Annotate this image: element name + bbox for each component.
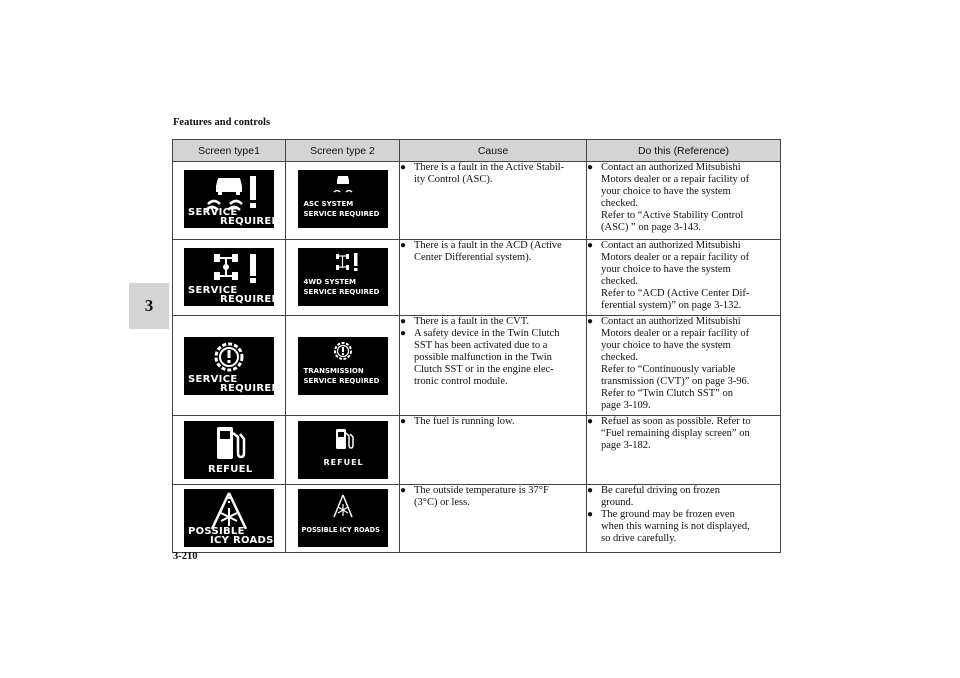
bullet-text: Contact an authorized Mitsubishi Motors dealer or a repair facility of your choice to have the system checked. Refer to “Active Stability Control (ASC) ” on page 3-143. <box>601 162 750 233</box>
bullet-text: Contact an authorized Mitsubishi Motors dealer or a repair facility of your choice to have the system checked. Refer to “Continuously variable transmission (CVT)” on page 3-96. Refer to “Twin Clutch SST” on page 3-109. <box>601 316 750 411</box>
screen-type1-display <box>184 248 281 306</box>
4wd-warning-icon <box>298 248 388 306</box>
screen-line1: TRANSMISSION <box>303 367 364 375</box>
screen-line2: ICY ROADS <box>210 535 274 546</box>
table-row <box>173 162 781 240</box>
bullet-text: The fuel is running low. <box>414 416 515 427</box>
screen-line1: 4WD SYSTEM <box>303 278 357 286</box>
bullet-icon: ● <box>587 485 594 496</box>
table-header-row <box>173 140 781 162</box>
screen-line2: SERVICE REQUIRED <box>303 288 380 296</box>
bullet-icon: ● <box>400 240 407 251</box>
bullet-text: The outside temperature is 37°F (3°C) or less. <box>414 485 549 508</box>
bullet-item <box>587 240 780 312</box>
bullet-icon: ● <box>587 316 594 327</box>
screen-line2: REQUIRED <box>220 216 281 227</box>
bullet-item <box>587 416 780 452</box>
warning-table <box>172 139 781 553</box>
bullet-item <box>587 316 780 412</box>
column-header: Screen type1 <box>173 140 286 162</box>
header-title: Features and controls <box>173 117 271 128</box>
bullet-icon: ● <box>400 328 407 339</box>
bullet-text: A safety device in the Twin Clutch SST has been activated due to a possible malfunction in the Twin Clutch SST or in the engine elec- tronic control module. <box>414 328 560 387</box>
screen-type2-display <box>298 248 388 306</box>
bullet-icon: ● <box>400 485 407 496</box>
transmission-warning-icon <box>298 337 388 395</box>
screen-line1: REFUEL <box>323 458 364 467</box>
column-header: Cause <box>400 140 587 162</box>
column-header: Do this (Reference) <box>587 140 781 162</box>
bullet-item <box>400 162 586 186</box>
bullet-item <box>400 328 586 388</box>
action-cell <box>587 162 781 240</box>
screen-line1: ASC SYSTEM <box>303 200 354 208</box>
bullet-icon: ● <box>587 509 594 520</box>
bullet-text: There is a fault in the CVT. <box>414 316 529 327</box>
bullet-icon: ● <box>400 162 407 173</box>
screen-line2: REQUIRED <box>220 294 281 305</box>
action-cell <box>587 240 781 316</box>
bullet-icon: ● <box>587 416 594 427</box>
screen-type2-display <box>298 489 388 547</box>
bullet-item <box>400 416 586 428</box>
screen-type1-display <box>184 421 274 479</box>
bullet-item <box>400 316 586 328</box>
screen-line1: SERVICE <box>188 285 238 296</box>
page-number: 3-210 <box>173 551 198 562</box>
bullet-text: The ground may be frozen even when this warning is not displayed, so drive carefully. <box>601 509 750 544</box>
bullet-icon: ● <box>587 240 594 251</box>
screen-type1-display <box>184 337 281 395</box>
screen-line2: REQUIRED <box>220 383 281 394</box>
screen-line2: SERVICE REQUIRED <box>303 377 380 385</box>
table-row <box>173 416 781 485</box>
icy-road-icon <box>298 489 388 547</box>
bullet-text: There is a fault in the Active Stabil- ity Control (ASC). <box>414 162 565 185</box>
screen-line1: POSSIBLE ICY ROADS <box>301 526 380 534</box>
bullet-item <box>587 509 780 545</box>
table-row <box>173 485 781 553</box>
bullet-text: Refuel as soon as possible. Refer to “Fuel remaining display screen” on page 3-182. <box>601 416 751 451</box>
column-header: Screen type 2 <box>286 140 400 162</box>
asc-warning-icon <box>298 170 388 228</box>
bullet-icon: ● <box>587 162 594 173</box>
cause-cell <box>400 162 587 240</box>
bullet-text: There is a fault in the ACD (Active Center Differential system). <box>414 240 562 263</box>
action-cell <box>587 485 781 553</box>
bullet-icon: ● <box>400 416 407 427</box>
screen-line1: SERVICE <box>188 374 238 385</box>
action-cell <box>587 316 781 416</box>
cause-cell <box>400 485 587 553</box>
bullet-item <box>400 485 586 509</box>
bullet-item <box>400 240 586 264</box>
screen-line2: SERVICE REQUIRED <box>303 210 380 218</box>
bullet-text: Contact an authorized Mitsubishi Motors dealer or a repair facility of your choice to have the system checked. Refer to “ACD (Active Center Dif- ferential system)” on page 3-132. <box>601 240 750 311</box>
bullet-icon: ● <box>400 316 407 327</box>
bullet-item <box>587 485 780 509</box>
cause-cell <box>400 316 587 416</box>
screen-type1-display <box>184 170 281 228</box>
table-row <box>173 316 781 416</box>
screen-type2-display <box>298 421 388 479</box>
screen-line1: SERVICE <box>188 207 238 218</box>
screen-line1: REFUEL <box>208 464 253 475</box>
bullet-text: Be careful driving on frozen ground. <box>601 485 720 508</box>
action-cell <box>587 416 781 485</box>
bullet-item <box>587 162 780 234</box>
screen-line1: POSSIBLE <box>188 526 245 537</box>
chapter-tab: 3 <box>129 283 169 329</box>
fuel-pump-icon <box>298 421 388 479</box>
screen-type2-display <box>298 337 388 395</box>
cause-cell <box>400 240 587 316</box>
screen-type1-display <box>184 489 274 547</box>
table-row <box>173 240 781 316</box>
cause-cell <box>400 416 587 485</box>
screen-type2-display <box>298 170 388 228</box>
